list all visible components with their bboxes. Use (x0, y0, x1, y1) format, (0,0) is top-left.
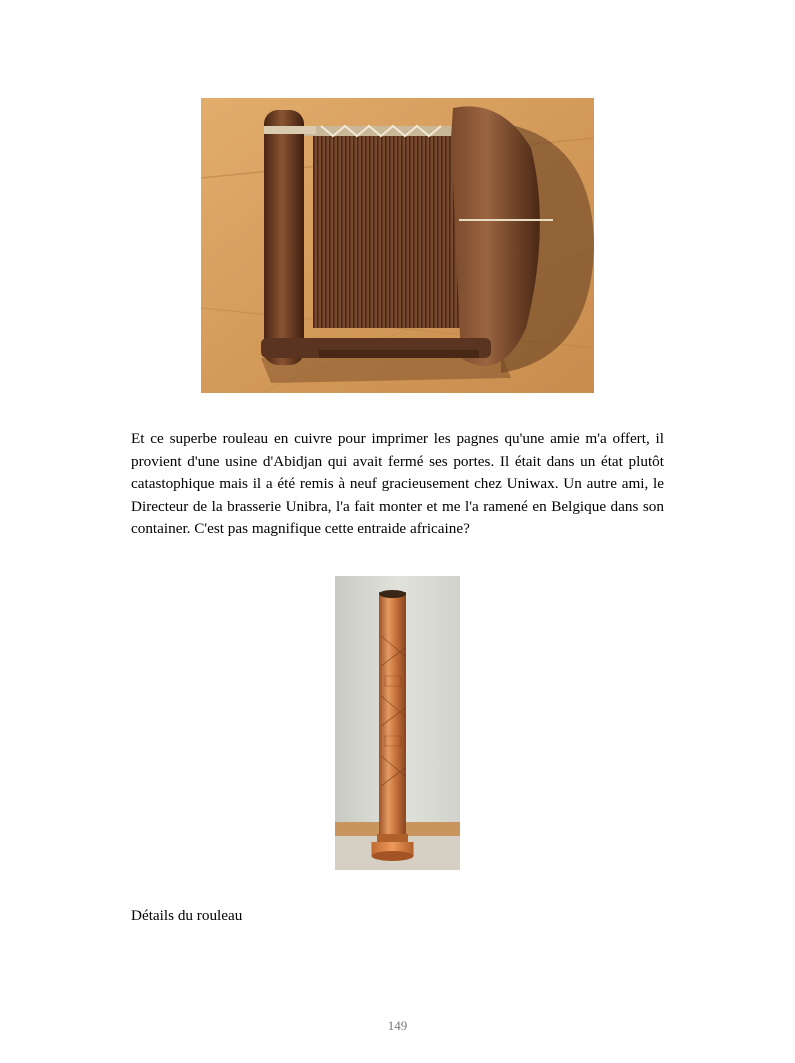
body-paragraph: Et ce superbe rouleau en cuivre pour imprimer les pagnes qu'une amie m'a offert, il provient d'une usine d'Abidjan qui avait fermé ses portes. Il était dans un état plutôt catastophique mais il a été remis à neuf gracieusement chez Uniwax. Un autre ami, le Directeur de la brasserie Unibra, l'a fait monter et me l'a ramené en Belgique dans son container. C'est pas magnifique cette entraide africaine? (131, 430, 664, 538)
copper-roller-photo (335, 576, 460, 870)
photo-caption: Détails du rouleau (131, 907, 243, 924)
page-number: 149 (387, 1018, 408, 1033)
weaving-comb-photo (201, 98, 594, 393)
